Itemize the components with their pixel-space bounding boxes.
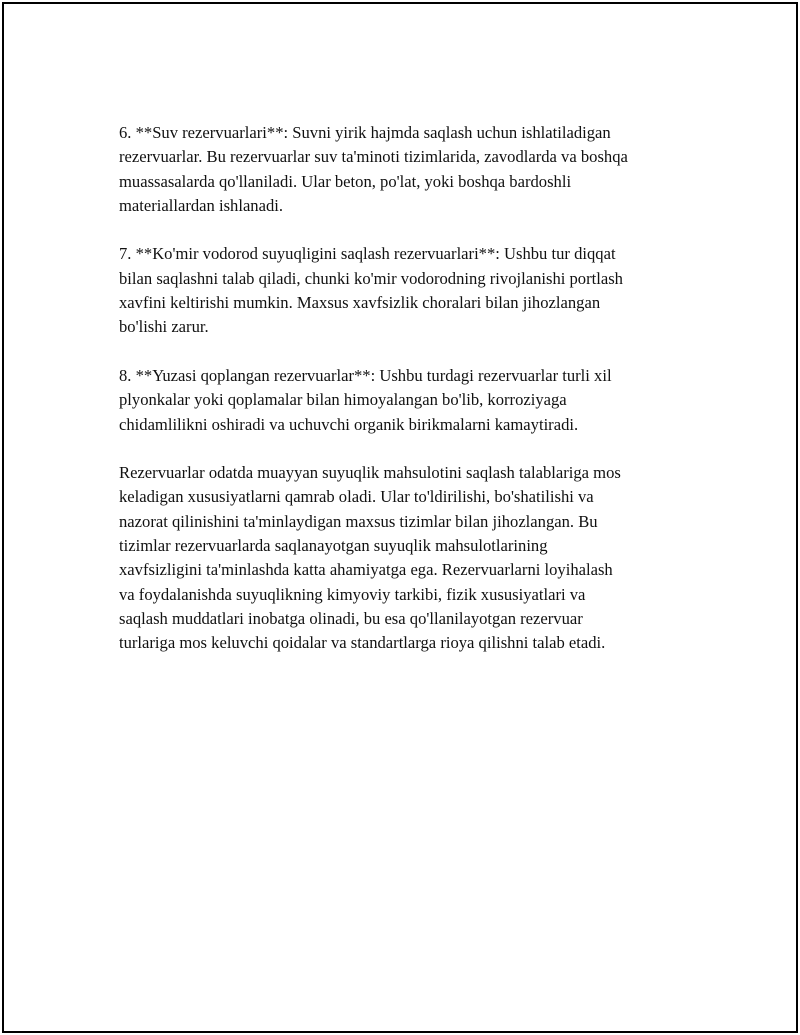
paragraph-coated-reservoirs — [119, 364, 699, 437]
text-line: 6. **Suv rezervuarlari**: Suvni yirik hajmda saqlash uchun ishlatiladigan — [119, 123, 611, 142]
text-line: xavfsizligini ta'minlashda katta ahamiyatga ega. Rezervuarlarni loyihalash — [119, 560, 613, 580]
text-line: bilan saqlashni talab qiladi, chunki ko'mir vodorodning rivojlanishi portlash — [119, 268, 623, 288]
text-line: 8. **Yuzasi qoplangan rezervuarlar**: Ushbu turdagi rezervuarlar turli xil — [119, 365, 612, 385]
text-line: turlariga mos keluvchi qoidalar va standartlarga rioya qilishni talab etadi. — [119, 633, 606, 653]
paragraph-summary — [119, 461, 699, 655]
text-line: materiallardan ishlanadi. — [119, 195, 284, 215]
text-line: nazorat qilinishini ta'minlaydigan maxsus tizimlar bilan jihozlangan. Bu — [119, 511, 598, 531]
text-line: bo'lishi zarur. — [119, 317, 209, 337]
document-page — [2, 2, 798, 1033]
document-body — [119, 121, 699, 680]
text-line: rezervuarlar. Bu rezervuarlar suv ta'minoti tizimlarida, zavodlarda va boshqa — [119, 147, 628, 167]
text-line: keladigan xususiyatlarni qamrab oladi. Ular to'ldirilishi, bo'shatilishi va — [119, 487, 594, 507]
text-line: Rezervuarlar odatda muayyan suyuqlik mahsulotini saqlash talablariga mos — [119, 463, 621, 483]
text-line: muassasalarda qo'llaniladi. Ular beton, po'lat, yoki boshqa bardoshli — [119, 171, 572, 191]
text-line: plyonkalar yoki qoplamalar bilan himoyalangan bo'lib, korroziyaga — [119, 390, 567, 410]
text-line: va foydalanishda suyuqlikning kimyoviy tarkibi, fizik xususiyatlari va — [119, 584, 586, 604]
text-line: chidamlilikni oshiradi va uchuvchi organik birikmalarni kamaytiradi. — [119, 414, 579, 434]
text-line: tizimlar rezervuarlarda saqlanayotgan suyuqlik mahsulotlarining — [119, 536, 548, 556]
paragraph-hydrocarbon-reservoirs — [119, 242, 699, 339]
text-line: saqlash muddatlari inobatga olinadi, bu esa qo'llanilayotgan rezervuar — [119, 608, 583, 628]
text-line: 7. **Ko'mir vodorod suyuqligini saqlash rezervuarlari**: Ushbu tur diqqat — [119, 244, 616, 264]
text-line: xavfini keltirishi mumkin. Maxsus xavfsizlik choralari bilan jihozlangan — [119, 293, 601, 313]
paragraph-water-reservoirs — [119, 121, 699, 218]
